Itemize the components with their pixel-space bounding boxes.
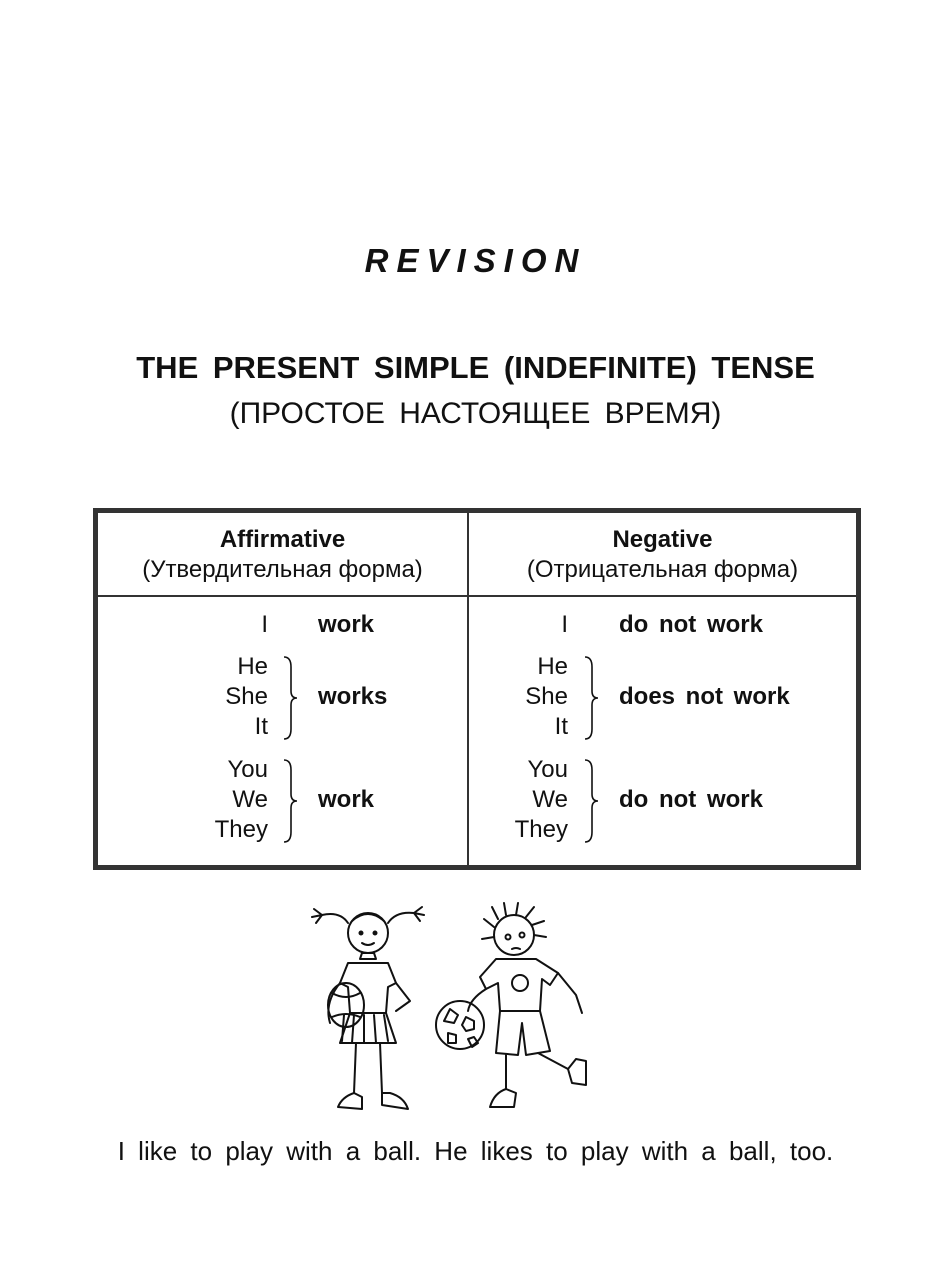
illustration-children-with-balls	[300, 893, 620, 1133]
negative-pronoun-i: I	[561, 611, 568, 638]
page-title: THE PRESENT SIMPLE (INDEFINITE) TENSE	[136, 350, 815, 385]
affirmative-pronouns-you-we-they: You We They	[214, 756, 268, 843]
affirmative-header	[98, 525, 467, 585]
affirmative-label: Affirmative	[219, 526, 346, 553]
table-divider-horizontal	[98, 595, 856, 597]
caption: I like to play with a ball. He likes to play with a ball, too.	[117, 1136, 834, 1166]
brace-icon	[282, 758, 300, 844]
affirmative-pronoun-i: I	[261, 611, 268, 638]
negative-label: Negative	[612, 526, 713, 553]
affirmative-label-ru: (Утвердительная форма)	[142, 556, 423, 583]
negative-verb-you-we-they: do not work	[619, 786, 763, 813]
negative-header	[469, 525, 856, 585]
negative-verb-he-she-it: does not work	[619, 683, 790, 710]
affirmative-pronouns-he-she-it: He She It	[225, 653, 268, 740]
brace-icon	[583, 655, 601, 741]
page-heading: REVISION	[364, 242, 587, 279]
affirmative-verb-he-she-it: works	[318, 683, 388, 710]
boy-figure	[436, 903, 586, 1107]
girl-figure	[312, 907, 424, 1109]
page-subtitle: (ПРОСТОЕ НАСТОЯЩЕЕ ВРЕМЯ)	[229, 397, 722, 430]
brace-icon	[282, 655, 300, 741]
affirmative-verb-i: work	[318, 611, 375, 638]
affirmative-verb-you-we-they: work	[318, 786, 375, 813]
negative-pronouns-you-we-they: You We They	[514, 756, 568, 843]
negative-pronouns-he-she-it: He She It	[525, 653, 568, 740]
negative-verb-i: do not work	[619, 611, 763, 638]
brace-icon	[583, 758, 601, 844]
grammar-table	[93, 508, 861, 870]
negative-label-ru: (Отрицательная форма)	[526, 556, 799, 583]
